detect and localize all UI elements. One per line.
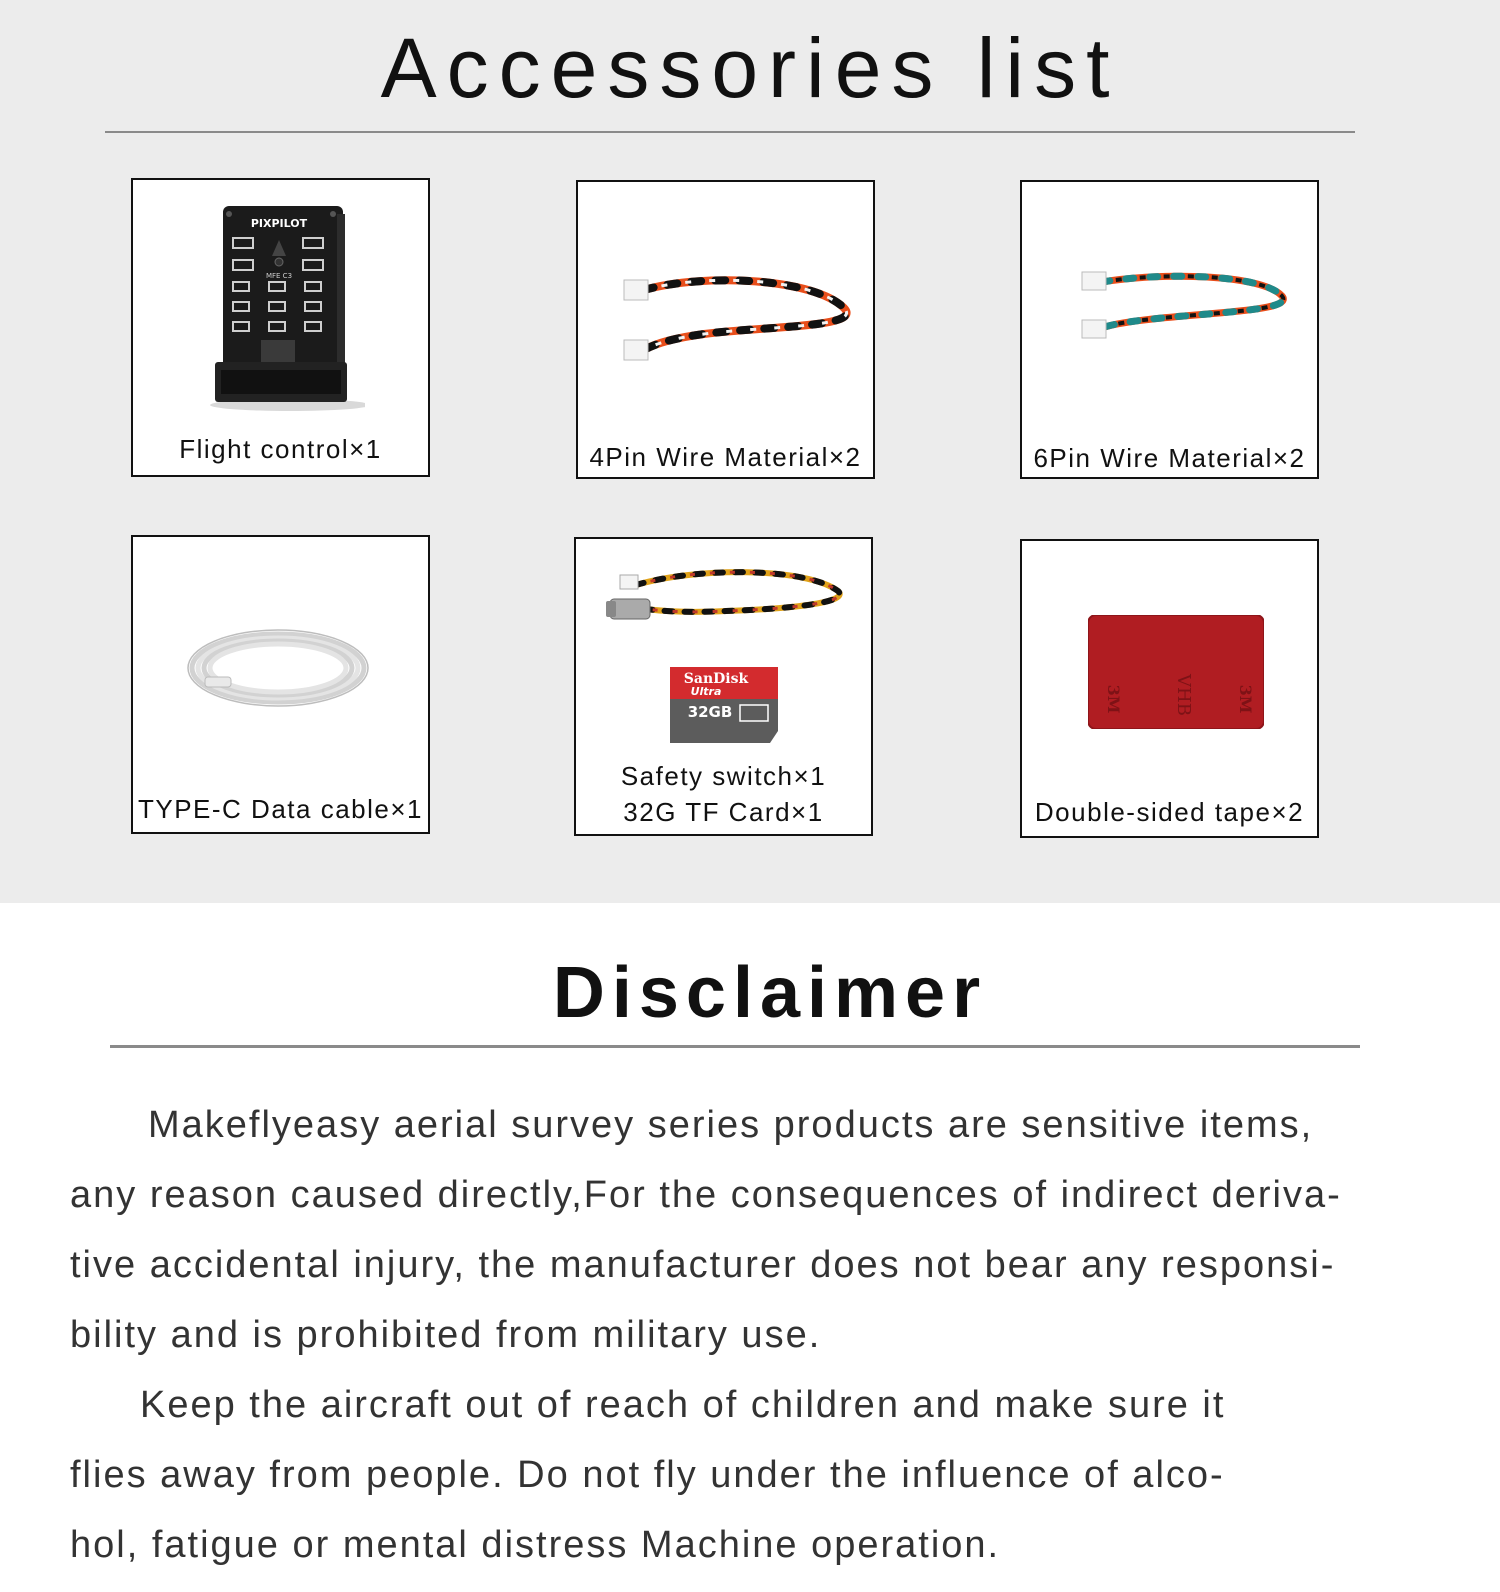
4pin-wire-image — [614, 268, 854, 368]
accessory-label: 4Pin Wire Material×2 — [589, 442, 862, 472]
accessory-label-line2: 32G TF Card×1 — [623, 797, 824, 827]
disclaimer-body — [70, 1090, 1410, 1580]
flight-controller-image — [205, 202, 365, 412]
disclaimer-title: Disclaimer — [552, 953, 988, 1033]
accessories-title: Accessories list — [380, 21, 1120, 115]
6pin-wire-image — [1072, 262, 1292, 352]
tf-card-image — [670, 667, 778, 743]
accessory-label: 6Pin Wire Material×2 — [1033, 443, 1306, 473]
disclaimer-line: Keep the aircraft out of reach of children and make sure it — [140, 1384, 1226, 1426]
accessory-card-4pin-wire — [576, 180, 875, 479]
tf-card-series: Ultra — [690, 685, 722, 698]
disclaimer-line: hol, fatigue or mental distress Machine operation. — [70, 1524, 1001, 1566]
typec-cable-image — [183, 623, 373, 713]
tf-card-brand: SanDisk — [683, 671, 749, 687]
tf-card-capacity: 32GB — [687, 703, 733, 721]
disclaimer-line: bility and is prohibited from military use. — [70, 1314, 822, 1356]
accessory-card-flight-control — [131, 178, 430, 477]
disclaimer-divider — [110, 1045, 1360, 1048]
disclaimer-line: flies away from people. Do not fly under the influence of alco- — [70, 1454, 1225, 1496]
accessory-card-typec-cable — [131, 535, 430, 834]
safety-switch-image — [606, 567, 846, 637]
double-sided-tape-image — [1088, 615, 1264, 729]
disclaimer-line: tive accidental injury, the manufacturer does not bear any responsi- — [70, 1244, 1336, 1286]
disclaimer-line: Makeflyeasy aerial survey series products are sensitive items, — [148, 1104, 1314, 1146]
tape-type-text: VHB — [1173, 674, 1194, 716]
accessory-card-safety-switch-tf-card — [574, 537, 873, 836]
accessory-label: TYPE-C Data cable×1 — [137, 794, 423, 824]
tape-brand-text: 3M — [1236, 684, 1255, 714]
flight-controller-brand: PIXPILOT — [250, 217, 308, 230]
accessory-label-line1: Safety switch×1 — [620, 761, 827, 791]
accessory-card-double-sided-tape — [1020, 539, 1319, 838]
disclaimer-line: any reason caused directly,For the consequences of indirect deriva- — [70, 1174, 1342, 1216]
accessory-label: Double-sided tape×2 — [1034, 797, 1305, 827]
title-divider — [105, 131, 1355, 133]
flight-controller-model: MFE C3 — [265, 272, 293, 280]
accessory-card-6pin-wire — [1020, 180, 1319, 479]
tape-brand-text: 3M — [1104, 684, 1123, 714]
accessory-label: Flight control×1 — [179, 434, 382, 464]
